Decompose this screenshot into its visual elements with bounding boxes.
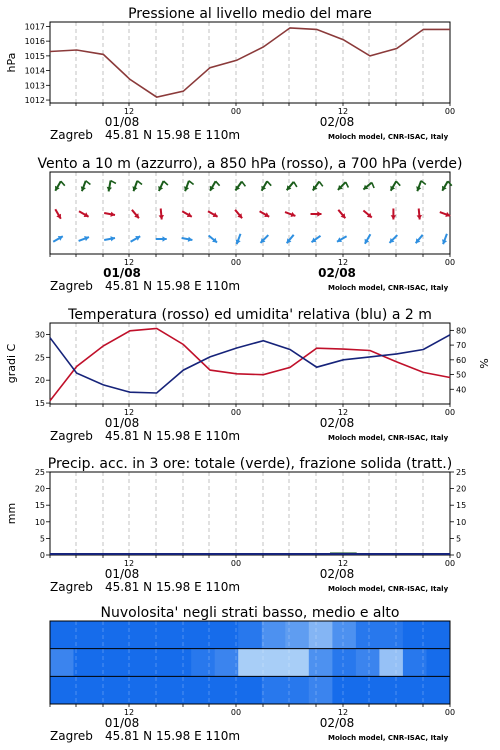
cloud-cell bbox=[215, 649, 239, 677]
wind-barb-feather bbox=[319, 182, 323, 187]
wind-arrow-head bbox=[163, 236, 167, 241]
time-tick-label: 12 bbox=[337, 107, 349, 116]
wind-barb-feather bbox=[242, 182, 246, 187]
time-tick-label: 00 bbox=[230, 107, 242, 116]
date-label: 01/08 bbox=[104, 567, 140, 581]
wind-barb-feather bbox=[372, 183, 374, 189]
cloud-cell bbox=[191, 676, 215, 704]
cloud-cell bbox=[50, 621, 74, 649]
cloud-cell bbox=[262, 676, 286, 704]
y-tick-label: 60 bbox=[456, 355, 467, 365]
time-tick-label: 12 bbox=[337, 258, 349, 267]
wind-barb bbox=[104, 212, 115, 217]
y-tick-label: 5 bbox=[39, 534, 45, 544]
wind-barb bbox=[416, 181, 426, 191]
wind-barb bbox=[209, 236, 217, 243]
cloud-cell bbox=[332, 621, 356, 649]
wind-barb bbox=[107, 181, 116, 192]
y-tick-label: 10 bbox=[456, 517, 467, 527]
cloud-cell bbox=[356, 649, 380, 677]
wind-barb-feather bbox=[216, 181, 220, 186]
plot-frame bbox=[50, 472, 450, 555]
y-tick-label: 1013 bbox=[24, 81, 45, 91]
wind-barb bbox=[260, 211, 270, 217]
cloud-cell bbox=[97, 621, 121, 649]
y-tick-label: 25 bbox=[456, 468, 467, 477]
y-tick-label: 20 bbox=[456, 484, 467, 494]
y-tick-label: 0 bbox=[39, 551, 45, 560]
cloud-cell bbox=[238, 676, 262, 704]
wind-barb bbox=[132, 181, 142, 191]
wind-barb bbox=[182, 237, 193, 242]
cloud-cell bbox=[379, 621, 403, 649]
date-label: 02/08 bbox=[318, 266, 356, 280]
wind-barb bbox=[236, 234, 241, 244]
y-tick-label: 25 bbox=[34, 468, 45, 477]
wind-barb bbox=[287, 182, 297, 190]
pressure-line bbox=[50, 28, 450, 97]
y-tick-label: 1014 bbox=[24, 66, 45, 76]
cloud-cell bbox=[168, 676, 192, 704]
date-label: 02/08 bbox=[319, 567, 355, 581]
wind-barb-feather bbox=[421, 181, 426, 185]
cloud-cell bbox=[309, 621, 333, 649]
temperature-line bbox=[50, 329, 450, 401]
location-name: Zagreb bbox=[50, 729, 93, 743]
chart-title: Pressione al livello medio del mare bbox=[128, 6, 372, 22]
cloud-cell bbox=[309, 676, 333, 704]
cloud-cell bbox=[50, 676, 74, 704]
plot-frame bbox=[50, 22, 450, 103]
model-credit: Moloch model, CNR-ISAC, Italy bbox=[328, 434, 449, 442]
wind-barb bbox=[159, 209, 164, 220]
wind-barb-feather bbox=[294, 182, 297, 187]
location-coords: 45.81 N 15.98 E 110m bbox=[105, 580, 241, 594]
location-coords: 45.81 N 15.98 E 110m bbox=[105, 429, 241, 443]
cloud-cell bbox=[379, 649, 403, 677]
model-credit: Moloch model, CNR-ISAC, Italy bbox=[328, 133, 449, 141]
date-label: 01/08 bbox=[103, 266, 141, 280]
wind-barb bbox=[235, 182, 245, 191]
time-tick-label: 12 bbox=[123, 408, 135, 417]
wind-barb-feather bbox=[137, 181, 142, 185]
time-tick-label: 00 bbox=[444, 107, 456, 116]
wind-barb bbox=[55, 181, 65, 191]
wind-barb bbox=[338, 210, 345, 218]
location-name: Zagreb bbox=[50, 128, 93, 142]
wind-arrow-head bbox=[417, 215, 422, 220]
y-tick-label: 30 bbox=[34, 330, 45, 340]
cloud-cell bbox=[215, 621, 239, 649]
cloud-cell bbox=[74, 621, 98, 649]
wind-barb bbox=[79, 211, 89, 217]
date-label: 01/08 bbox=[104, 416, 140, 430]
y-axis-label: hPa bbox=[5, 52, 18, 73]
time-tick-label: 00 bbox=[444, 559, 456, 568]
cloud-cell bbox=[74, 649, 98, 677]
date-label: 01/08 bbox=[104, 115, 140, 129]
wind-barb bbox=[440, 212, 450, 217]
date-label: 02/08 bbox=[319, 416, 355, 430]
cloud-cell bbox=[238, 621, 262, 649]
y-tick-label: 1016 bbox=[24, 37, 45, 47]
date-label: 02/08 bbox=[319, 716, 355, 730]
wind-barb-feather bbox=[164, 181, 168, 185]
y-tick-label: 15 bbox=[34, 501, 45, 511]
cloud-cell bbox=[121, 649, 145, 677]
wind-barb bbox=[416, 235, 423, 243]
time-tick-label: 12 bbox=[123, 107, 135, 116]
wind-barb bbox=[132, 210, 139, 218]
cloud-cell bbox=[379, 676, 403, 704]
y-tick-label: 40 bbox=[456, 385, 467, 395]
cloud-cell bbox=[50, 649, 74, 677]
y-axis-label-right: % bbox=[478, 358, 491, 369]
date-label: 01/08 bbox=[104, 716, 140, 730]
cloud-cell bbox=[262, 649, 286, 677]
cloud-cell bbox=[74, 676, 98, 704]
cloud-cell bbox=[427, 621, 451, 649]
cloud-cell bbox=[332, 649, 356, 677]
wind-arrow-head bbox=[317, 211, 321, 216]
wind-barb bbox=[365, 234, 371, 244]
wind-barb bbox=[79, 236, 89, 241]
location-coords: 45.81 N 15.98 E 110m bbox=[105, 279, 241, 293]
model-credit: Moloch model, CNR-ISAC, Italy bbox=[328, 585, 449, 593]
cloud-cell bbox=[97, 649, 121, 677]
y-tick-label: 1015 bbox=[24, 51, 45, 61]
y-axis-label: gradi C bbox=[5, 343, 18, 384]
time-tick-label: 00 bbox=[230, 408, 242, 417]
cloud-cell bbox=[191, 649, 215, 677]
wind-barb bbox=[285, 212, 295, 217]
model-credit: Moloch model, CNR-ISAC, Italy bbox=[328, 284, 449, 292]
cloud-cell bbox=[332, 676, 356, 704]
wind-barb bbox=[104, 236, 115, 241]
y-tick-label: 15 bbox=[456, 501, 467, 511]
location-coords: 45.81 N 15.98 E 110m bbox=[105, 128, 241, 142]
wind-barb bbox=[156, 236, 167, 241]
y-tick-label: 5 bbox=[456, 534, 462, 544]
wind-barb-feather bbox=[267, 181, 271, 186]
y-tick-label: 70 bbox=[456, 341, 467, 351]
humidity-line bbox=[50, 335, 450, 393]
date-label: 02/08 bbox=[319, 115, 355, 129]
y-tick-label: 50 bbox=[456, 370, 467, 380]
wind-barb bbox=[55, 209, 61, 219]
time-tick-label: 12 bbox=[337, 408, 349, 417]
wind-barb bbox=[131, 236, 141, 242]
time-tick-label: 12 bbox=[337, 559, 349, 568]
wind-barb bbox=[81, 181, 91, 191]
location-name: Zagreb bbox=[50, 429, 93, 443]
wind-barb bbox=[442, 234, 447, 244]
time-tick-label: 12 bbox=[123, 258, 135, 267]
wind-barb bbox=[210, 181, 220, 191]
y-tick-label: 1012 bbox=[24, 96, 45, 106]
cloud-cell bbox=[356, 621, 380, 649]
wind-barb-feather bbox=[86, 181, 91, 185]
wind-barb-feather bbox=[189, 181, 194, 185]
wind-barb bbox=[208, 211, 218, 217]
cloud-cell bbox=[121, 621, 145, 649]
y-tick-label: 10 bbox=[34, 517, 45, 527]
time-tick-label: 00 bbox=[230, 559, 242, 568]
time-tick-label: 12 bbox=[123, 559, 135, 568]
wind-barb bbox=[390, 181, 400, 191]
cloud-cell bbox=[427, 676, 451, 704]
chart-title: Nuvolosita' negli strati basso, medio e alto bbox=[100, 605, 400, 621]
time-tick-label: 00 bbox=[444, 408, 456, 417]
y-tick-label: 1017 bbox=[24, 22, 45, 32]
time-tick-label: 00 bbox=[444, 708, 456, 717]
wind-barb-feather bbox=[61, 181, 65, 186]
cloud-cell bbox=[262, 621, 286, 649]
time-tick-label: 12 bbox=[123, 708, 135, 717]
wind-barb bbox=[313, 182, 323, 191]
cloud-cell bbox=[191, 621, 215, 649]
location-name: Zagreb bbox=[50, 279, 93, 293]
cloud-cell bbox=[427, 649, 451, 677]
wind-barb-feather bbox=[346, 182, 349, 187]
model-credit: Moloch model, CNR-ISAC, Italy bbox=[328, 734, 449, 742]
y-axis-label: mm bbox=[5, 502, 18, 525]
chart-title: Precip. acc. in 3 ore: totale (verde), frazione solida (tratt.) bbox=[47, 456, 453, 472]
location-coords: 45.81 N 15.98 E 110m bbox=[105, 729, 241, 743]
cloud-cell bbox=[168, 621, 192, 649]
time-tick-label: 00 bbox=[230, 258, 242, 267]
wind-barb bbox=[182, 211, 192, 217]
y-tick-label: 20 bbox=[34, 376, 45, 386]
wind-barb bbox=[417, 209, 422, 220]
plot-frame bbox=[50, 323, 450, 404]
location-name: Zagreb bbox=[50, 580, 93, 594]
wind-arrow-head bbox=[159, 215, 164, 220]
y-tick-label: 25 bbox=[34, 353, 45, 363]
time-tick-label: 00 bbox=[444, 258, 456, 267]
wind-barb-feather bbox=[111, 181, 116, 184]
cloud-cell bbox=[356, 676, 380, 704]
wind-barb bbox=[287, 235, 294, 243]
cloud-cell bbox=[168, 649, 192, 677]
cloud-cell bbox=[121, 676, 145, 704]
y-tick-label: 15 bbox=[34, 399, 45, 409]
wind-barb-feather bbox=[396, 181, 400, 186]
time-tick-label: 00 bbox=[230, 708, 242, 717]
cloud-cell bbox=[238, 649, 262, 677]
y-tick-label: 0 bbox=[456, 551, 462, 560]
wind-barb bbox=[184, 181, 194, 191]
wind-arrow-head bbox=[391, 215, 396, 219]
y-tick-label: 80 bbox=[456, 326, 467, 336]
cloud-cell bbox=[215, 676, 239, 704]
y-tick-label: 20 bbox=[34, 484, 45, 494]
cloud-cell bbox=[97, 676, 121, 704]
time-tick-label: 12 bbox=[337, 708, 349, 717]
wind-barb bbox=[337, 236, 347, 242]
wind-barb bbox=[363, 211, 371, 218]
wind-barb bbox=[261, 235, 269, 243]
chart-title: Vento a 10 m (azzurro), a 850 hPa (rosso), a 700 hPa (verde) bbox=[37, 156, 463, 172]
chart-title: Temperatura (rosso) ed umidita' relativa (blu) a 2 m bbox=[68, 307, 432, 323]
wind-barb bbox=[391, 209, 396, 220]
wind-barb bbox=[158, 181, 168, 191]
wind-barb bbox=[53, 236, 63, 242]
cloud-cell bbox=[309, 649, 333, 677]
